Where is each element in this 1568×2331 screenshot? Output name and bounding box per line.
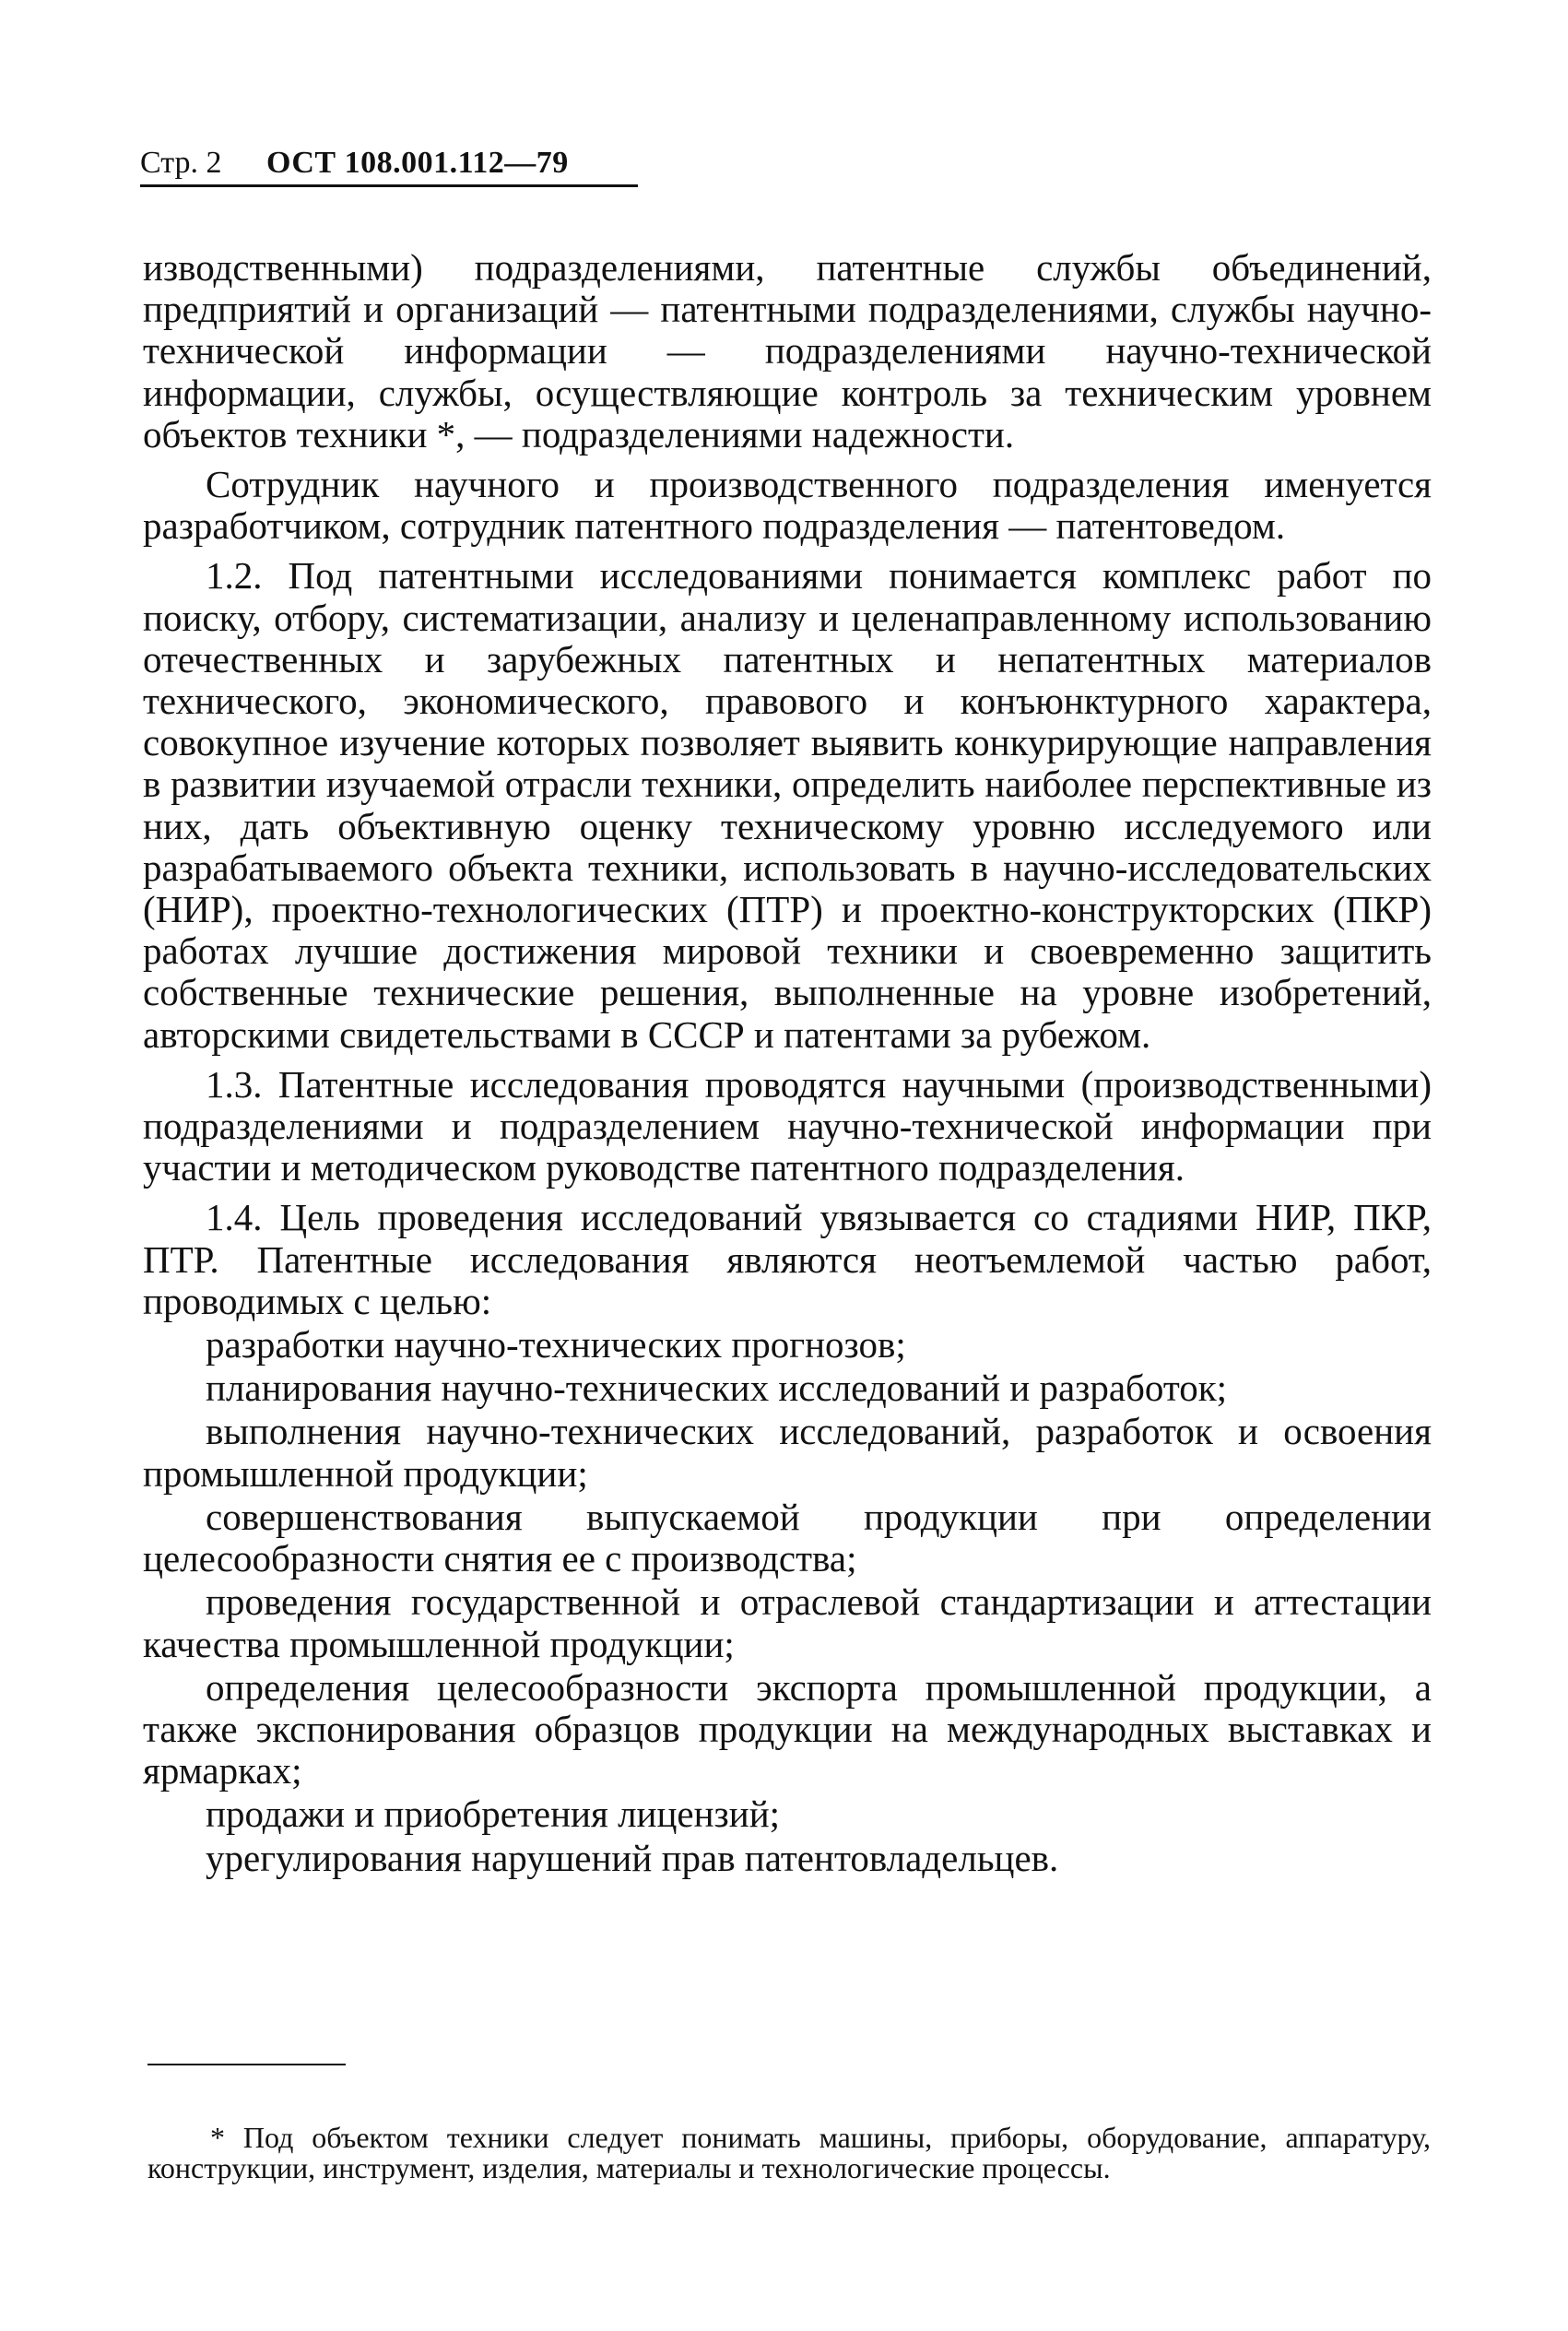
list-item: выполнения научно-технических исследований, разработок и освоения промышленной продукции; [143,1410,1432,1495]
paragraph-1-2: 1.2. Под патентными исследованиями понимается комплекс работ по поиску, отбору, систематизации, анализу и целенаправленному использованию отечественных и зарубежных патентных и непатентных материалов технического, экономического, правового и конъюнктурного характера, совокупное изучение которых позволяет выявить конкурирующие направления в развитии изучаемой отрасли техники, определить наиболее перспективные из них, дать объективную оценку техническому уровню исследуемого или разрабатываемого объекта техники, использовать в научно-исследовательских (НИР), проектно-технологических (ПТР) и проектно-конструкторских (ПКР) работах лучшие достижения мировой техники и своевременно защитить собственные технические решения, выполненные на уровне изобретений, авторскими свидетельствами в СССР и патентами за рубежом. [143,554,1432,1056]
paragraph-employee-roles: Сотрудник научного и производственного подразделения именуется разработчиком, сотрудник патентного подразделения — патентоведом. [143,463,1432,548]
list-item: определения целесообразности экспорта промышленной продукции, а также экспонирования образцов продукции на международных выставках и ярмарках; [143,1665,1432,1793]
list-item: совершенствования выпускаемой продукции при определении целесообразности снятия ее с производства; [143,1495,1432,1580]
list-item: урегулирования нарушений прав патентовладельцев. [206,1836,1059,1879]
list-item: проведения государственной и отраслевой стандартизации и аттестации качества промышленной продукции; [143,1580,1432,1665]
footnote-divider [147,2064,346,2065]
document-body [143,247,1432,1881]
document-code: ОСТ 108.001.112—79 [266,146,569,180]
footnote: * Под объектом техники следует понимать машины, приборы, оборудование, аппаратуру, конструкции, инструмент, изделия, материалы и технологические процессы. [147,2121,1431,2184]
paragraph-continuation: изводственными) подразделениями, патентные службы объединений, предприятий и организаций — патентными подразделениями, службы научно-технической информации — подразделениями научно-технической информации, службы, осуществляющие контроль за техническим уровнем объектов техники *, — подразделениями надежности. [143,246,1432,456]
page-header [140,144,638,187]
page-number: Стр. 2 [140,146,222,180]
list-item: разработки научно-технических прогнозов; [206,1323,906,1367]
list-item: продажи и приобретения лицензий; [206,1793,781,1836]
paragraph-1-4: 1.4. Цель проведения исследований увязывается со стадиями НИР, ПКР, ПТР. Патентные исследования являются неотъемлемой частью работ, проводимых с целью: [143,1196,1432,1322]
paragraph-1-3: 1.3. Патентные исследования проводятся научными (производственными) подразделениями и подразделением научно-технической информации при участии и методическом руководстве патентного подразделения. [143,1062,1432,1189]
list-item: планирования научно-технических исследований и разработок; [206,1367,1228,1410]
